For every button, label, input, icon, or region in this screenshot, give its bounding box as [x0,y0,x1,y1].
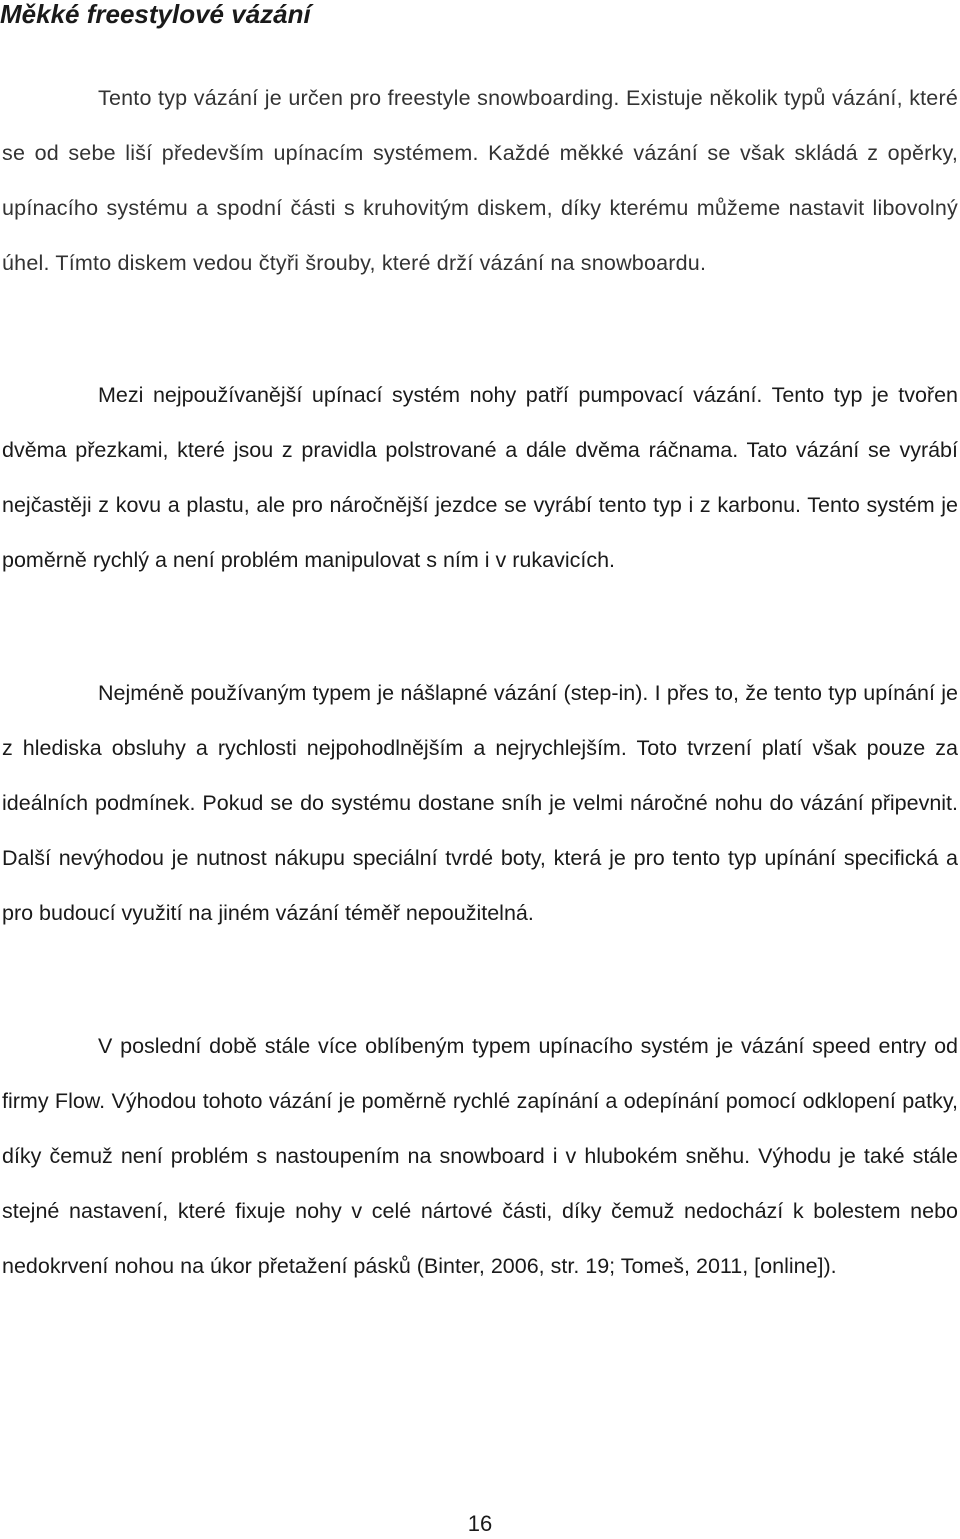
paragraph-speed-entry-bindings: V poslední době stále více oblíbeným typem upínacího systém je vázání speed entry od firmy Flow. Výhodou tohoto vázání je poměrně rychlé zapínání a odepínání pomocí odklopení patky, díky čemuž není problém s nastoupením na snowboard i v hlubokém sněhu. Výhodu je také stále stejné nastavení, které fixuje nohy v celé nártové části, díky čemuž nedochází k bolestem nebo nedokrvení nohou na úkor přetažení pásků (Binter, 2006, str. 19; Tomeš, 2011, [online]). [2,1034,958,1278]
paragraph-pump-bindings: Mezi nejpoužívanější upínací systém nohy patří pumpovací vázání. Tento typ je tvořen dvěma přezkami, které jsou z pravidla polstrované a dále dvěma ráčnama. Tato vázání se vyrábí nejčastěji z kovu a plastu, ale pro náročnější jezdce se vyrábí tento typ i z karbonu. Tento systém je poměrně rychlý a není problém manipulovat s ním i v rukavicích. [2,383,958,572]
paragraph-step-in-bindings: Nejméně používaným typem je nášlapné vázání (step-in). I přes to, že tento typ upínání je z hlediska obsluhy a rychlosti nejpohodlnějším a nejrychlejším. Toto tvrzení platí však pouze za ideálních podmínek. Pokud se do systému dostane sníh je velmi náročné nohu do vázání připevnit. Další nevýhodou je nutnost nákupu speciální tvrdé boty, která je pro tento typ upínání specifická a pro budoucí využití na jiném vázání téměř nepoužitelná. [2,681,958,925]
section-heading: Měkké freestylové vázání [0,0,311,29]
paragraph-freestyle-bindings: Tento typ vázání je určen pro freestyle snowboarding. Existuje několik typů vázání, které se od sebe liší především upínacím systémem. Každé měkké vázání se však skládá z opěrky, upínacího systému a spodní části s kruhovitým diskem, díky kterému můžeme nastavit libovolný úhel. Tímto diskem vedou čtyři šrouby, které drží vázání na snowboardu. [2,86,958,275]
page-number: 16 [467,1511,493,1536]
